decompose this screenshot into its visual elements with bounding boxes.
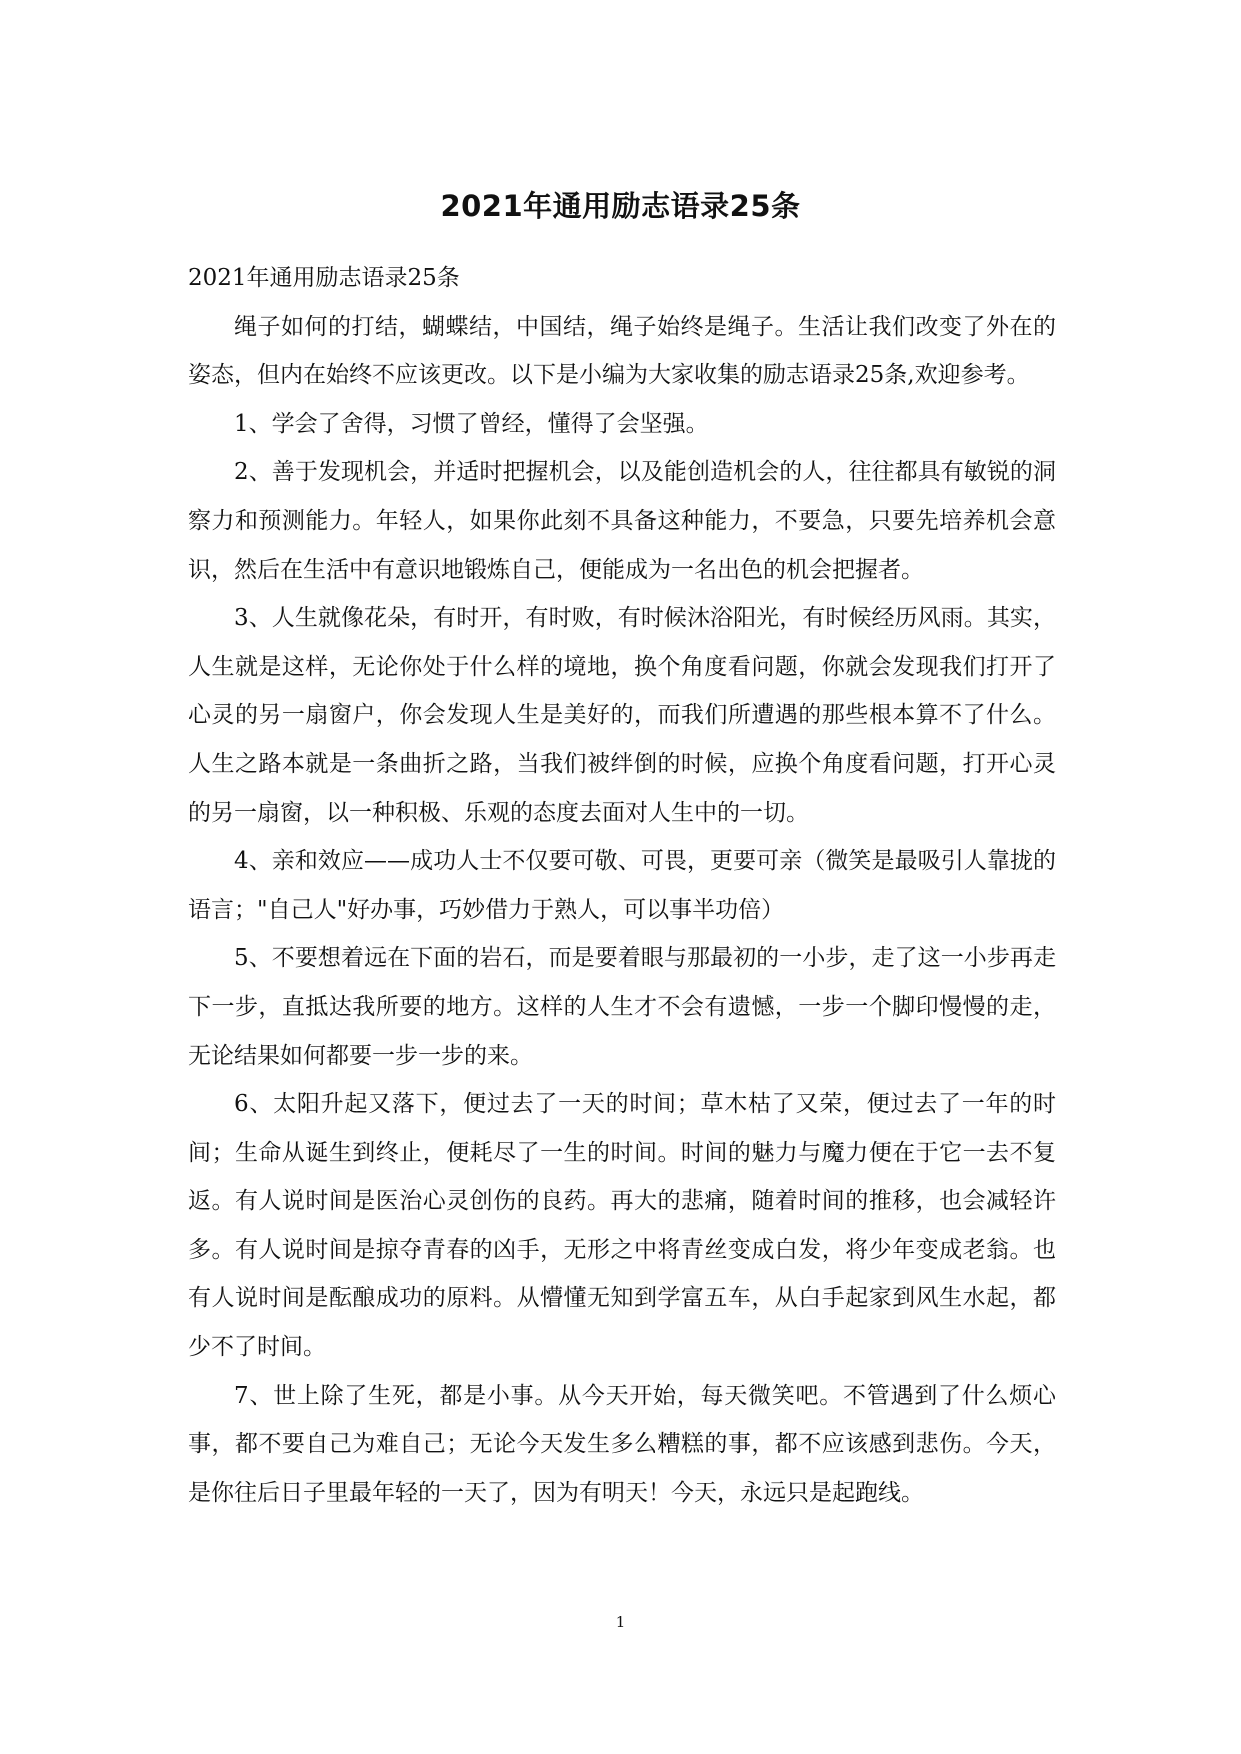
intro-paragraph: 绳子如何的打结，蝴蝶结，中国结，绳子始终是绳子。生活让我们改变了外在的姿态，但内在始终不应该更改。以下是小编为大家收集的励志语录25条,欢迎参考。 — [188, 313, 1056, 389]
document-body — [188, 254, 1056, 1517]
quote-paragraph-4: 4、亲和效应——成功人士不仅要可敬、可畏，更要可亲（微笑是最吸引人靠拢的语言；"自己人"好办事，巧妙借力于熟人，可以事半功倍） — [188, 848, 1056, 923]
document-title: 2021年通用励志语录25条 — [440, 189, 801, 223]
quote-paragraph-6: 6、太阳升起又落下，便过去了一天的时间；草木枯了又荣，便过去了一年的时间；生命从诞生到终止，便耗尽了一生的时间。时间的魅力与魔力便在于它一去不复返。有人说时间是医治心灵创伤的良药。再大的悲痛，随着时间的推移，也会减轻许多。有人说时间是掠夺青春的凶手，无形之中将青丝变成白发，将少年变成老翁。也有人说时间是酝酿成功的原料。从懵懂无知到学富五车，从白手起家到风生水起，都少不了时间。 — [188, 1091, 1056, 1361]
quote-paragraph-3: 3、人生就像花朵，有时开，有时败，有时候沐浴阳光，有时候经历风雨。其实，人生就是这样，无论你处于什么样的境地，换个角度看问题，你就会发现我们打开了心灵的另一扇窗户，你会发现人生是美好的，而我们所遭遇的那些根本算不了什么。人生之路本就是一条曲折之路，当我们被绊倒的时候，应换个角度看问题，打开心灵的另一扇窗，以一种积极、乐观的态度去面对人生中的一切。 — [188, 605, 1056, 826]
page-number: 1 — [615, 1613, 626, 1631]
document-subtitle: 2021年通用励志语录25条 — [188, 265, 460, 291]
quote-paragraph-7: 7、世上除了生死，都是小事。从今天开始，每天微笑吧。不管遇到了什么烦心事，都不要自己为难自己；无论今天发生多么糟糕的事，都不应该感到悲伤。今天，是你往后日子里最年轻的一天了，因为有明天！今天，永远只是起跑线。 — [188, 1382, 1056, 1506]
quote-paragraph-1: 1、学会了舍得，习惯了曾经，懂得了会坚强。 — [234, 410, 709, 437]
quote-paragraph-2: 2、善于发现机会，并适时把握机会，以及能创造机会的人，往往都具有敏锐的洞察力和预测能力。年轻人，如果你此刻不具备这种能力，不要急，只要先培养机会意识，然后在生活中有意识地锻炼自己，便能成为一名出色的机会把握者。 — [188, 459, 1056, 583]
quote-paragraph-5: 5、不要想着远在下面的岩石，而是要着眼与那最初的一小步，走了这一小步再走下一步，直抵达我所要的地方。这样的人生才不会有遗憾，一步一个脚印慢慢的走，无论结果如何都要一步一步的来。 — [188, 945, 1056, 1069]
